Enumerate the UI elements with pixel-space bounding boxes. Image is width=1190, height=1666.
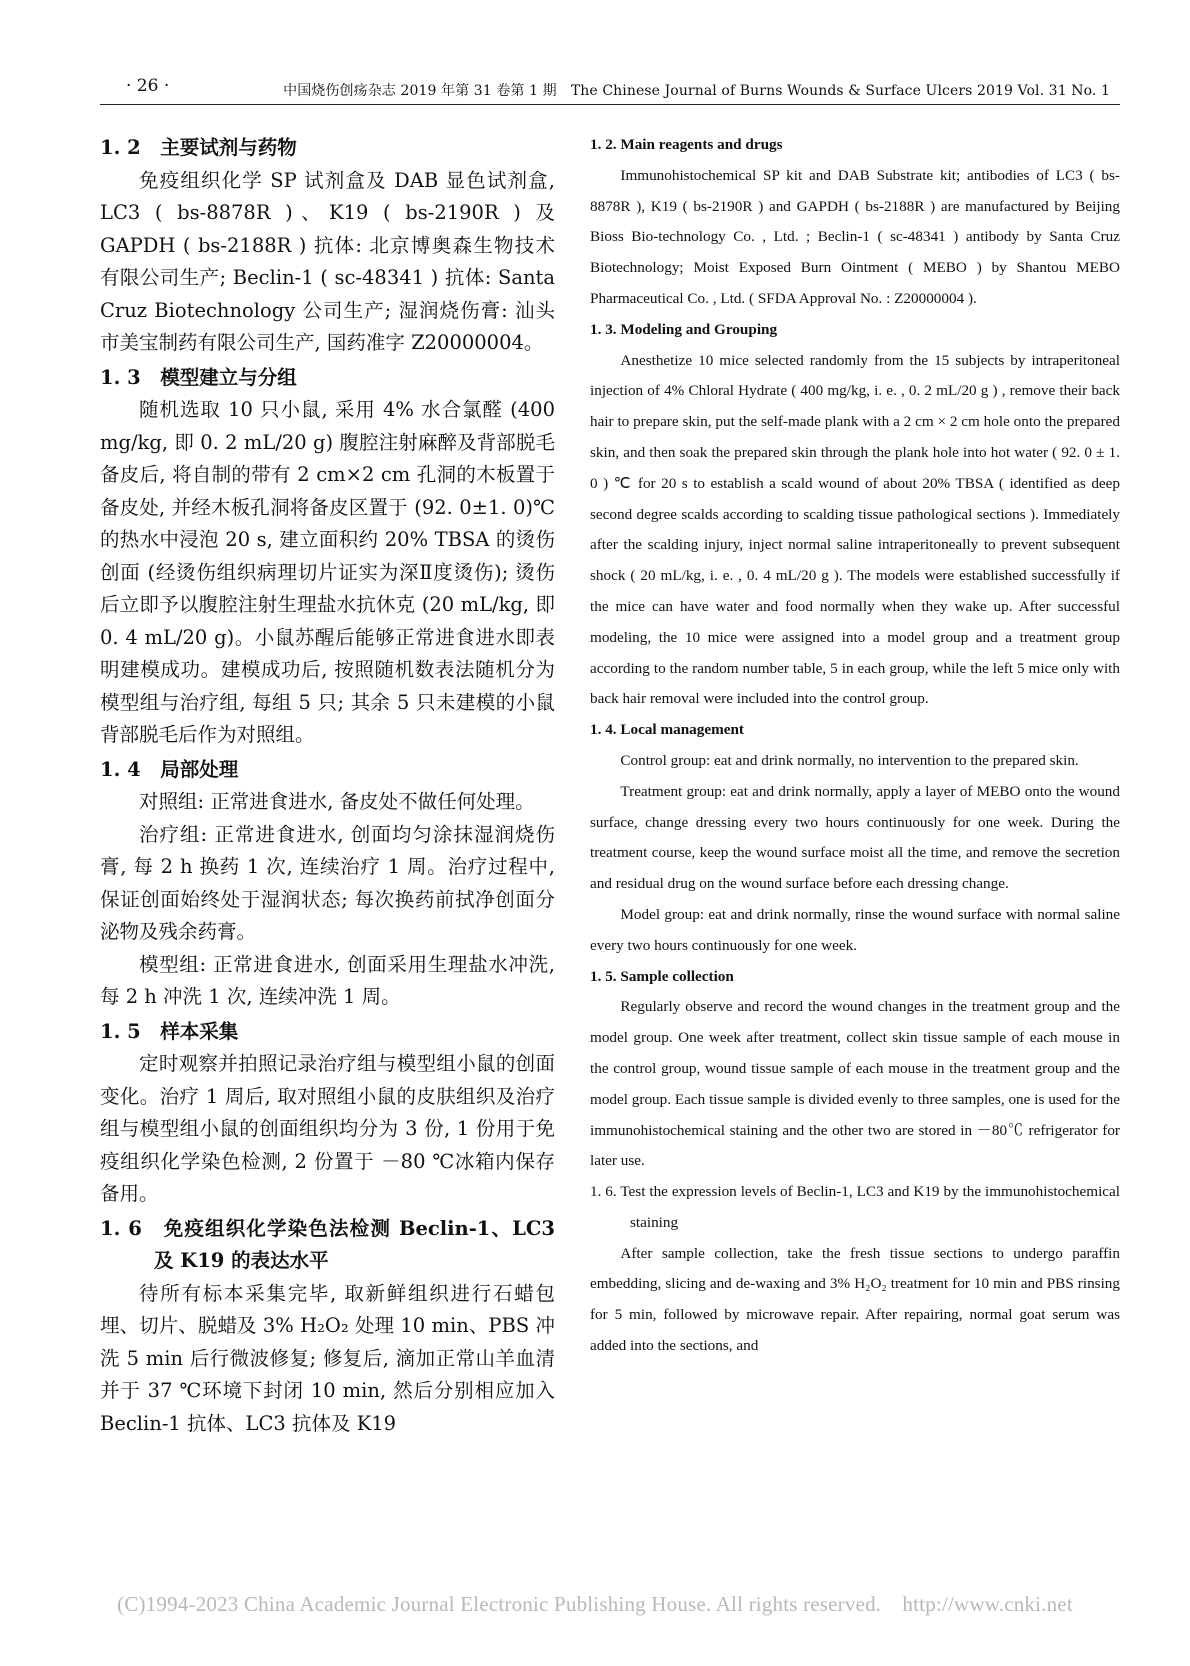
paragraph: 待所有标本采集完毕, 取新鲜组织进行石蜡包埋、切片、脱蜡及 3% H₂O₂ 处理 10 min、PBS 冲洗 5 min 后行微波修复; 修复后, 滴加正常山羊血清并于 37 ℃环境下封闭 10 min, 然后分别相应加入 Beclin-1 抗体、LC3 抗体及 K19 bbox=[100, 1281, 555, 1435]
section-heading: 1. 6. Test the expression levels of Beclin-1, LC3 and K19 by the immunohistochemical staining bbox=[590, 1183, 1120, 1231]
paragraph: Treatment group: eat and drink normally, apply a layer of MEBO onto the wound surface, change dressing every two hours continuously for one week. During the treatment course, keep the wound surface moist all the time, and remove the secretion and residual drug on the wound surface before each dressing change. bbox=[590, 782, 1120, 893]
section-heading: 1. 4. Local management bbox=[590, 721, 744, 739]
section-heading: 1. 6 免疫组织化学染色法检测 Beclin-1、LC3 及 K19 的表达水平 bbox=[100, 1216, 555, 1272]
paragraph: 模型组: 正常进食进水, 创面采用生理盐水冲洗, 每 2 h 冲洗 1 次, 连续冲洗 1 周。 bbox=[100, 952, 555, 1008]
running-header bbox=[100, 72, 1120, 105]
paragraph: Model group: eat and drink normally, rinse the wound surface with normal saline every two hours continuously for one week. bbox=[590, 905, 1120, 954]
english-column bbox=[590, 130, 1120, 1362]
paragraph: Immunohistochemical SP kit and DAB Substrate kit; antibodies of LC3 ( bs-8878R ), K19 ( bs-2190R ) and GAPDH ( bs-2188R ) are manufactured by Beijing Bioss Bio-technology Co. , Ltd. ; Beclin-1 ( sc-48341 ) antibody by Santa Cruz Biotechnology; Moist Exposed Burn Ointment ( MEBO ) by Shantou MEBO Pharmaceutical Co. , Ltd. ( SFDA Approval No. : Z20000004 ). bbox=[590, 166, 1120, 307]
section-heading: 1. 5. Sample collection bbox=[590, 967, 734, 985]
running-title: 中国烧伤创疡杂志 2019 年第 31 卷第 1 期 The Chinese Journal of Burns Wounds & Surface Ulcers 2019 Vol. 31 No. 1 bbox=[283, 83, 1110, 99]
paragraph: 治疗组: 正常进食进水, 创面均匀涂抹湿润烧伤膏, 每 2 h 换药 1 次, 连续治疗 1 周。治疗过程中, 保证创面始终处于湿润状态; 每次换药前拭净创面分泌物及残余药膏。 bbox=[100, 822, 555, 943]
paragraph: 对照组: 正常进食进水, 备皮处不做任何处理。 bbox=[139, 790, 535, 813]
section-heading: 1. 2 主要试剂与药物 bbox=[100, 136, 297, 159]
copyright-footer: (C)1994-2023 China Academic Journal Electronic Publishing House. All rights reserved. http://www.cnki.net bbox=[117, 1592, 1073, 1616]
section-heading: 1. 2. Main reagents and drugs bbox=[590, 136, 783, 153]
page-number: · 26 · bbox=[126, 76, 170, 96]
paragraph: Regularly observe and record the wound changes in the treatment group and the model group. One week after treatment, collect skin tissue sample of each mouse in the control group, wound tissue sample of each mouse in the treatment group and the model group. Each tissue sample is divided evenly to three samples, one is used for the immunohistochemical staining and the other two are stored in －80℃ refrigerator for later use. bbox=[590, 998, 1120, 1170]
section-heading: 1. 3 模型建立与分组 bbox=[100, 365, 297, 389]
section-heading: 1. 5 样本采集 bbox=[100, 1019, 239, 1043]
section-heading: 1. 4 局部处理 bbox=[100, 757, 239, 781]
paragraph: After sample collection, take the fresh tissue sections to undergo paraffin embedding, slicing and de-waxing and 3% H₂O₂ treatment for 10 min and PBS rinsing for 5 min, followed by microwave repair. After repairing, normal goat serum was added into the sections, and bbox=[590, 1244, 1120, 1355]
chinese-column bbox=[100, 130, 555, 1440]
paragraph: 定时观察并拍照记录治疗组与模型组小鼠的创面变化。治疗 1 周后, 取对照组小鼠的皮肤组织及治疗组与模型组小鼠的创面组织均分为 3 份, 1 份用于免疫组织化学染色检测, 2 份置于 －80 ℃冰箱内保存备用。 bbox=[100, 1052, 555, 1205]
paragraph: 随机选取 10 只小鼠, 采用 4% 水合氯醛 (400 mg/kg, 即 0. 2 mL/20 g) 腹腔注射麻醉及背部脱毛备皮后, 将自制的带有 2 cm×2 cm 孔洞的木板置于备皮处, 并经木板孔洞将备皮区置于 (92. 0±1. 0)℃的热水中浸泡 20 s, 建立面积约 20% TBSA 的烫伤创面 (经烫伤组织病理切片证实为深Ⅱ度烫伤); 烫伤后立即予以腹腔注射生理盐水抗休克 (20 mL/kg, 即 0. 4 mL/20 g)。小鼠苏醒后能够正常进食进水即表明建模成功。建模成功后, 按照随机数表法随机分为模型组与治疗组, 每组 5 只; 其余 5 只未建模的小鼠背部脱毛后作为对照组。 bbox=[100, 398, 555, 746]
paragraph: Control group: eat and drink normally, no intervention to the prepared skin. bbox=[620, 751, 1079, 769]
paragraph: Anesthetize 10 mice selected randomly from the 15 subjects by intraperitoneal injection of 4% Chloral Hydrate ( 400 mg/kg, i. e. , 0. 2 mL/20 g ) , remove their back hair to prepare skin, put the self-made plank with a 2 cm × 2 cm hole onto the prepared skin, and then soak the prepared skin through the plank hole into hot water ( 92. 0 ± 1. 0 ) ℃ for 20 s to establish a scald wound of about 20% TBSA ( identified as deep second degree scalds according to scalding tissue pathological sections ). Immediately after the scalding injury, inject normal saline intraperitoneally to prevent subsequent shock ( 20 mL/kg, i. e. , 0. 4 mL/20 g ). The models were established successfully if the mice can have water and food normally when they wake up. After successful modeling, the 10 mice were assigned into a model group and a treatment group according to the random number table, 5 in each group, while the left 5 mice only with back hair removal were included into the control group. bbox=[590, 351, 1120, 708]
paragraph: 免疫组织化学 SP 试剂盒及 DAB 显色试剂盒, LC3 ( bs-8878R )、K19 ( bs-2190R ) 及 GAPDH ( bs-2188R ) 抗体: 北京博奥森生物技术有限公司生产; Beclin-1 ( sc-48341 ) 抗体: Santa Cruz Biotechnology 公司生产; 湿润烧伤膏: 汕头市美宝制药有限公司生产, 国药准字 Z20000004。 bbox=[100, 168, 555, 354]
section-heading: 1. 3. Modeling and Grouping bbox=[590, 320, 778, 338]
